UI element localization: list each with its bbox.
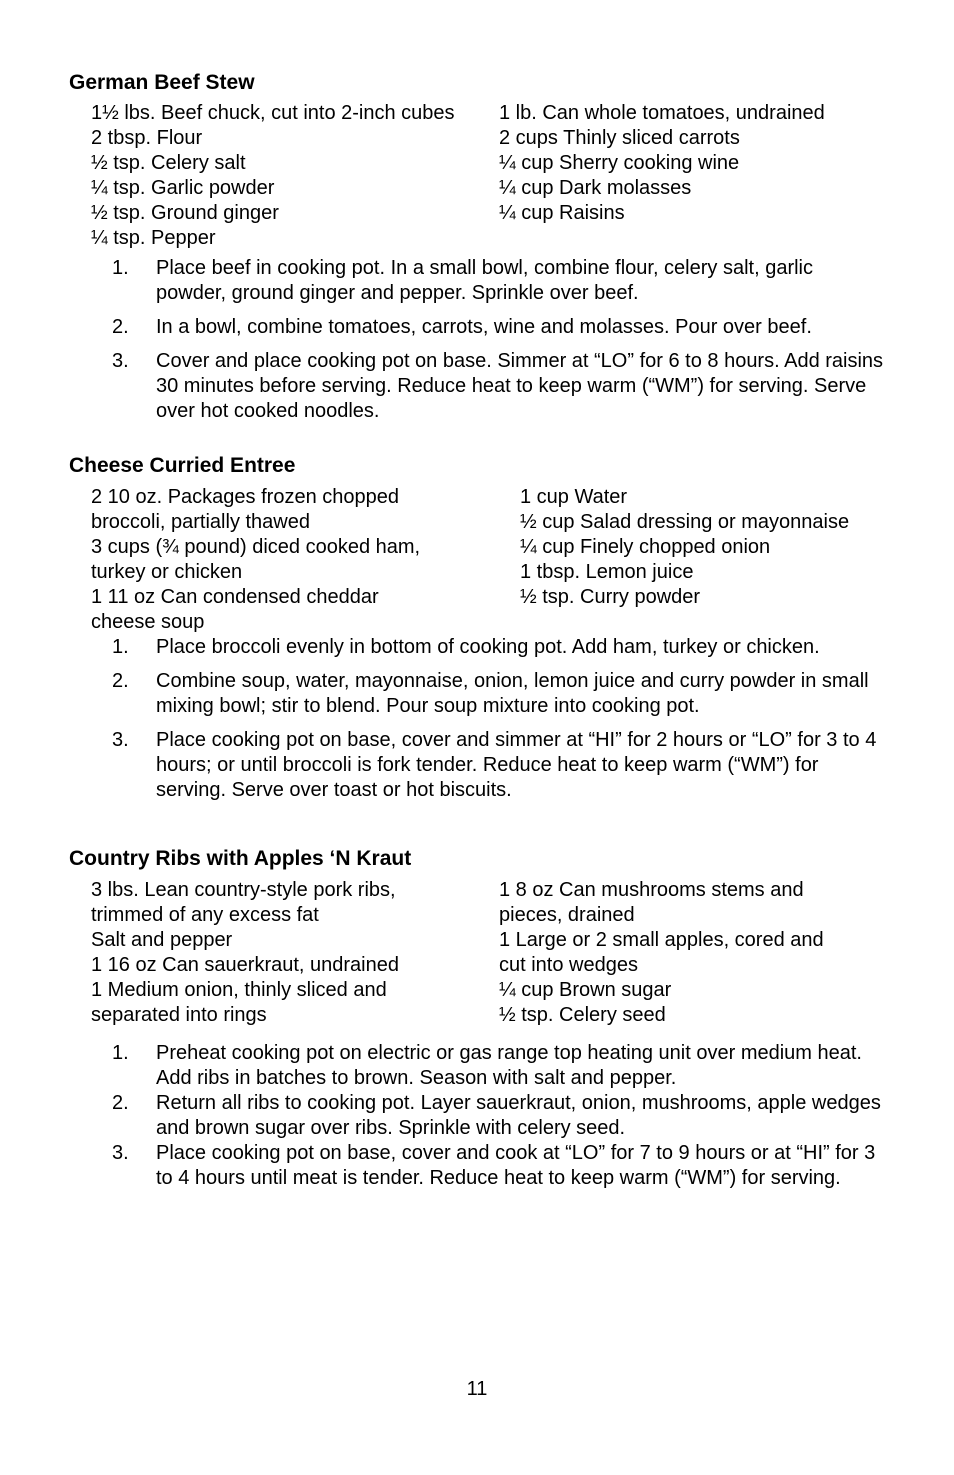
ingredient-item: ½ tsp. Celery seed (499, 1004, 666, 1026)
step-number: 1. (112, 636, 129, 658)
step-item (0, 256, 954, 306)
ingredient-item: ¼ cup Raisins (499, 202, 625, 224)
ingredients-left-column (91, 485, 420, 635)
step-number: 1. (112, 257, 129, 279)
step-item (0, 315, 954, 340)
recipe-title: Country Ribs with Apples ‘N Kraut (69, 847, 412, 870)
step-text: In a bowl, combine tomatoes, carrots, wine and molasses. Pour over beef. (156, 316, 812, 338)
step-item (0, 349, 954, 424)
steps-list (0, 635, 954, 803)
step-text: Combine soup, water, mayonnaise, onion, lemon juice and curry powder in small mixing bowl; stir to blend. Pour soup mixture into cooking pot. (156, 670, 869, 717)
ingredient-item: turkey or chicken (91, 561, 243, 583)
ingredient-item: broccoli, partially thawed (91, 511, 310, 533)
step-text: Place broccoli evenly in bottom of cooking pot. Add ham, turkey or chicken. (156, 636, 820, 658)
step-text: Preheat cooking pot on electric or gas range top heating unit over medium heat. Add ribs in batches to brown. Season with salt and pepper. (156, 1042, 862, 1089)
step-number: 3. (112, 350, 129, 372)
step-number: 3. (112, 729, 129, 751)
step-text: Place cooking pot on base, cover and cook at “LO” for 7 to 9 hours or at “HI” for 3 to 4 hours until meat is tender. Reduce heat to keep warm (“WM”) for serving. (156, 1142, 876, 1189)
ingredient-item: ¼ cup Dark molasses (499, 177, 692, 199)
ingredient-item: cut into wedges (499, 954, 638, 976)
step-item (0, 635, 954, 660)
ingredient-item: ¼ cup Finely chopped onion (520, 536, 771, 558)
ingredient-item: ¼ tsp. Garlic powder (91, 177, 275, 199)
ingredient-item: 2 cups Thinly sliced carrots (499, 127, 740, 149)
ingredient-item: 1½ lbs. Beef chuck, cut into 2-inch cubes (91, 102, 455, 124)
ingredients-right-column (499, 878, 824, 1028)
ingredient-item: 1 8 oz Can mushrooms stems and (499, 879, 804, 901)
step-text: Cover and place cooking pot on base. Simmer at “LO” for 6 to 8 hours. Add raisins 30 minutes before serving. Reduce heat to keep warm (“WM”) for serving. Serve over hot cooked noodles. (156, 350, 884, 422)
ingredient-item: 1 Medium onion, thinly sliced and (91, 979, 387, 1001)
recipe-title: Cheese Curried Entree (69, 454, 296, 477)
page-number: 11 (466, 1378, 488, 1400)
step-item (0, 1041, 954, 1091)
ingredient-item: 1 tbsp. Lemon juice (520, 561, 694, 583)
recipe-title: German Beef Stew (69, 71, 255, 94)
step-item (0, 1141, 954, 1191)
ingredient-item: cheese soup (91, 611, 205, 633)
steps-list (0, 256, 954, 424)
ingredient-item: trimmed of any excess fat (91, 904, 319, 926)
steps-list (0, 1041, 954, 1191)
step-number: 2. (112, 670, 129, 692)
ingredient-item: ¼ cup Sherry cooking wine (499, 152, 740, 174)
ingredient-item: ½ tsp. Celery salt (91, 152, 246, 174)
ingredient-item: 1 lb. Can whole tomatoes, undrained (499, 102, 825, 124)
step-number: 2. (112, 316, 129, 338)
ingredient-item: ¼ tsp. Pepper (91, 227, 216, 249)
ingredient-item: 3 lbs. Lean country-style pork ribs, (91, 879, 396, 901)
ingredient-item: 1 cup Water (520, 486, 628, 508)
ingredient-item: 3 cups (¾ pound) diced cooked ham, (91, 536, 421, 558)
ingredient-item: 2 tbsp. Flour (91, 127, 203, 149)
ingredient-item: pieces, drained (499, 904, 635, 926)
step-item (0, 728, 954, 803)
ingredient-item: ¼ cup Brown sugar (499, 979, 672, 1001)
ingredient-item: 2 10 oz. Packages frozen chopped (91, 486, 399, 508)
step-number: 1. (112, 1042, 129, 1064)
ingredient-item: 1 16 oz Can sauerkraut, undrained (91, 954, 399, 976)
ingredients-right-column (499, 101, 825, 226)
step-text: Return all ribs to cooking pot. Layer sauerkraut, onion, mushrooms, apple wedges and brown sugar over ribs. Sprinkle with celery seed. (156, 1092, 881, 1139)
ingredient-item: ½ tsp. Ground ginger (91, 202, 279, 224)
ingredient-item: 1 Large or 2 small apples, cored and (499, 929, 824, 951)
step-text: Place beef in cooking pot. In a small bowl, combine flour, celery salt, garlic powder, ground ginger and pepper. Sprinkle over beef. (156, 257, 813, 304)
step-item (0, 669, 954, 719)
ingredient-item: ½ tsp. Curry powder (520, 586, 701, 608)
step-text: Place cooking pot on base, cover and simmer at “HI” for 2 hours or “LO” for 3 to 4 hours; or until broccoli is fork tender. Reduce heat to keep warm (“WM”) for serving. Serve over toast or hot biscuits. (156, 729, 877, 801)
ingredients-left-column (91, 101, 455, 251)
ingredients-right-column (520, 485, 849, 610)
step-number: 3. (112, 1142, 129, 1164)
step-item (0, 1091, 954, 1141)
step-number: 2. (112, 1092, 129, 1114)
ingredient-item: separated into rings (91, 1004, 267, 1026)
ingredients-left-column (91, 878, 399, 1028)
ingredient-item: ½ cup Salad dressing or mayonnaise (520, 511, 850, 533)
ingredient-item: 1 11 oz Can condensed cheddar (91, 586, 379, 608)
ingredient-item: Salt and pepper (91, 929, 233, 951)
